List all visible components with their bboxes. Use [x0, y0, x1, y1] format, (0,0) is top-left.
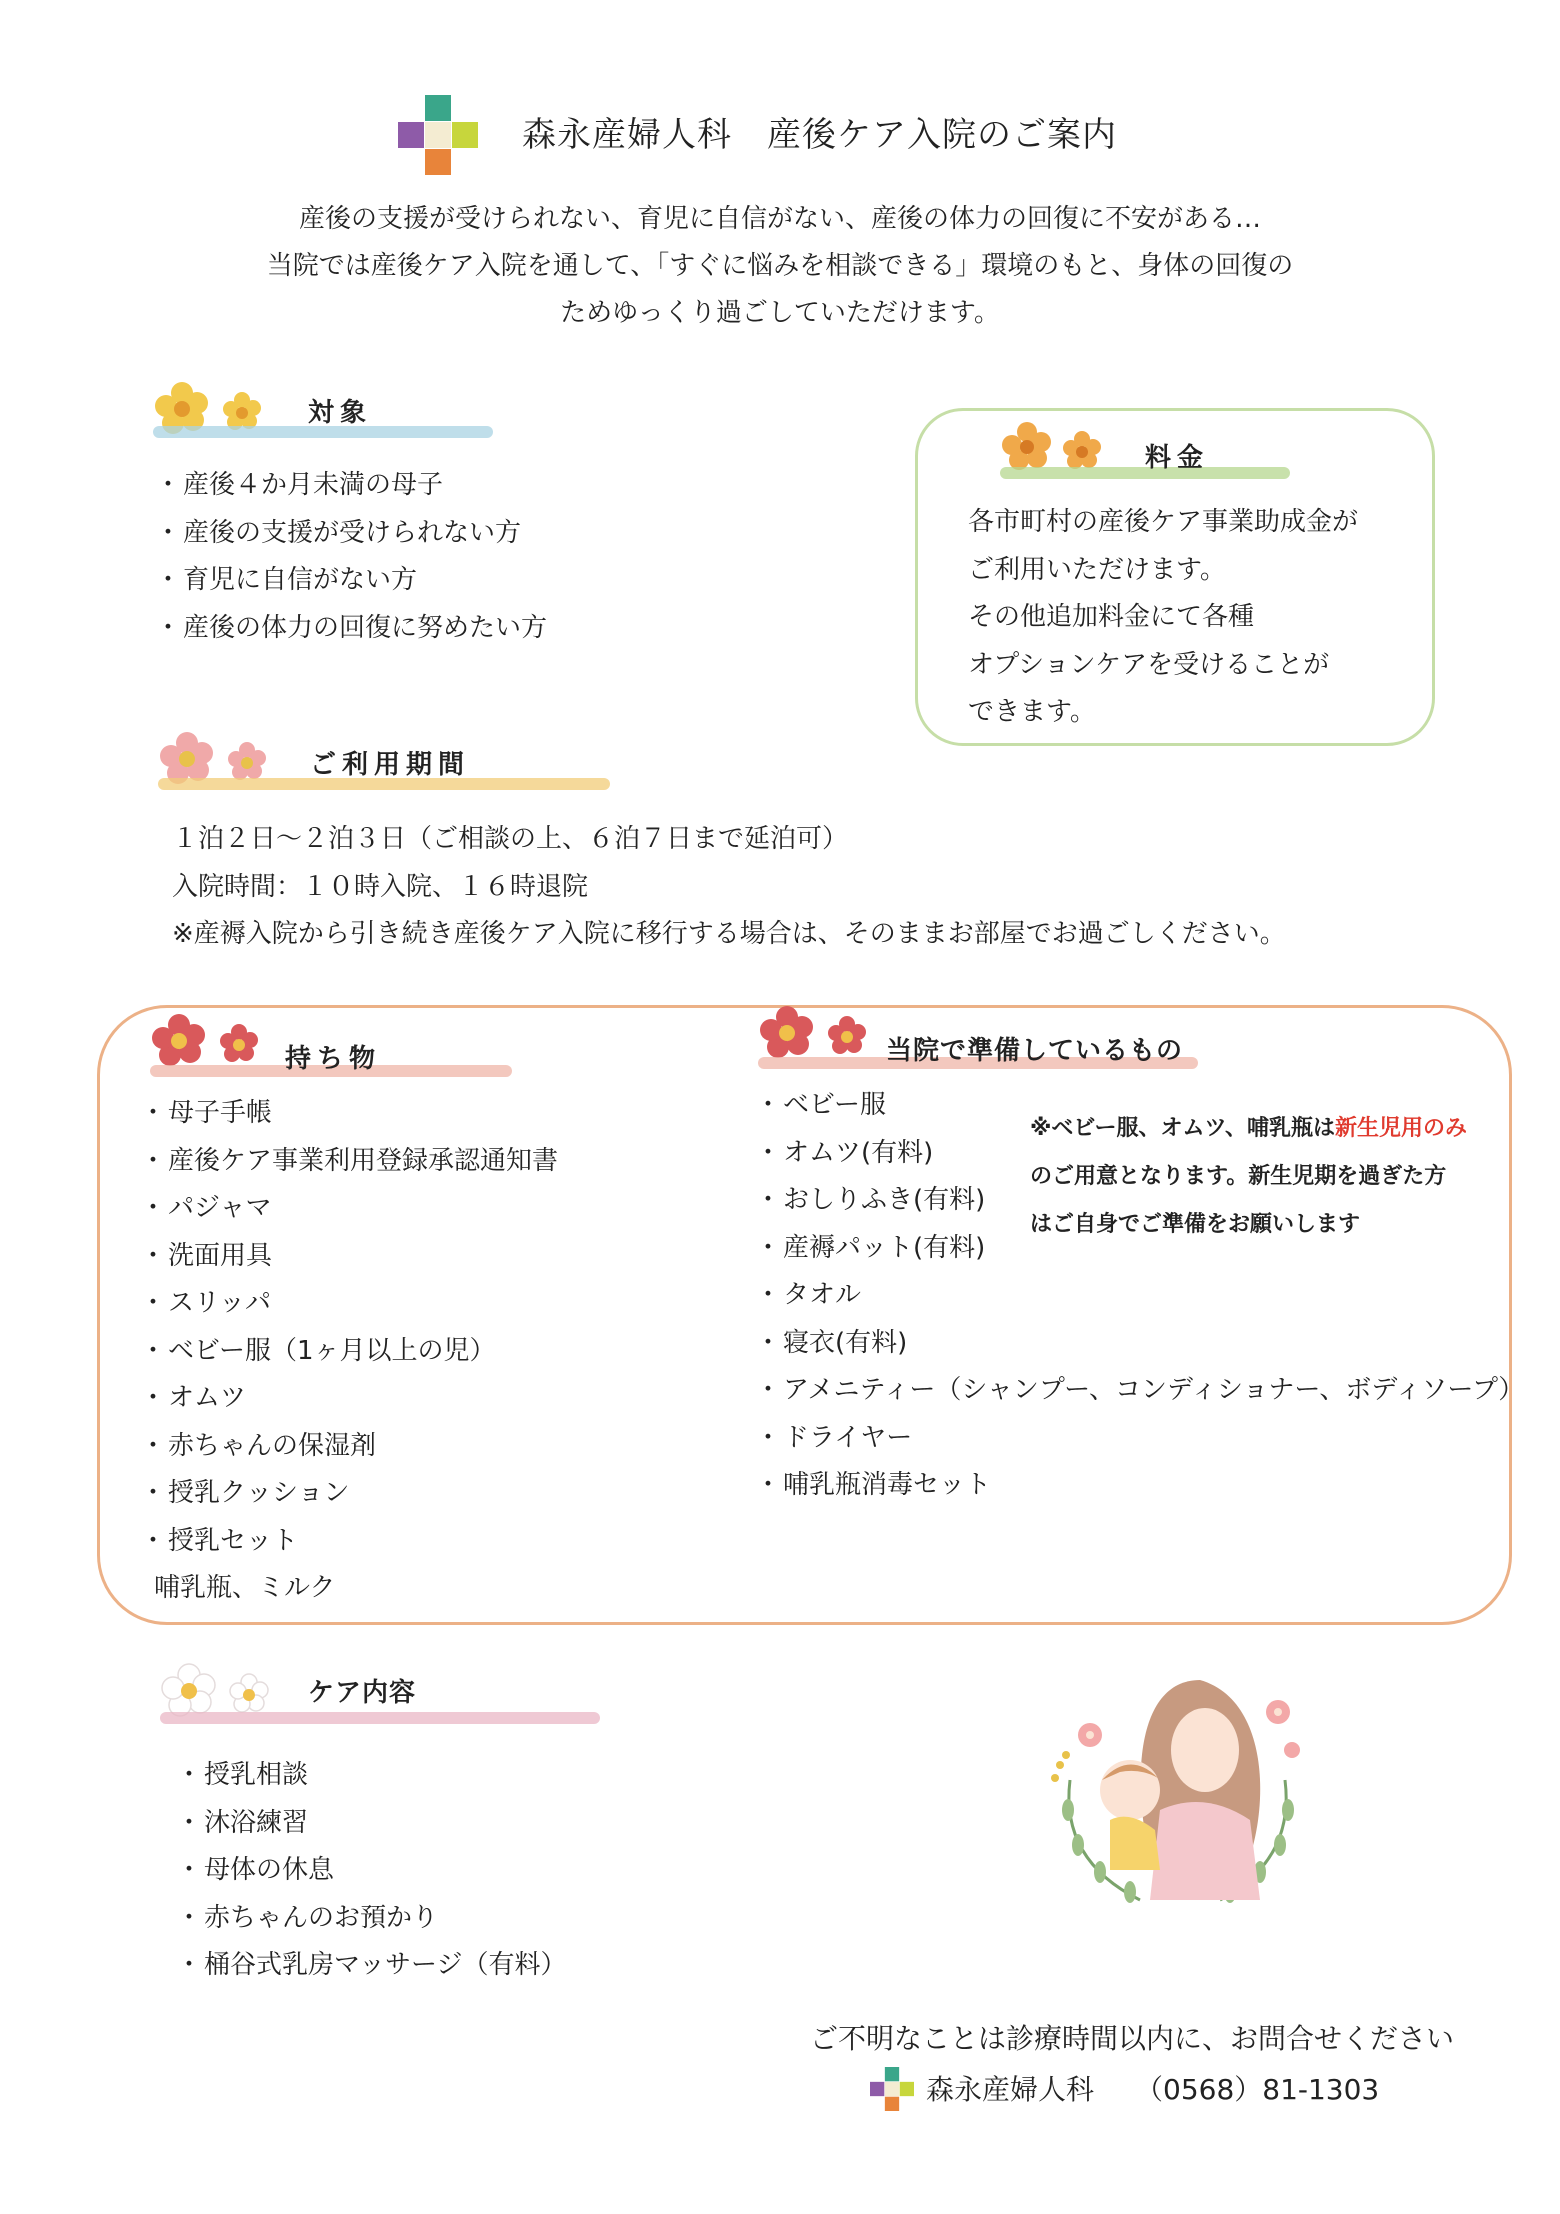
list-item: ・ おしりふき(有料): [755, 1177, 1524, 1225]
phone-number[interactable]: （0568）81-1303: [1135, 2073, 1380, 2106]
target-heading-label: 対象: [308, 398, 373, 428]
page-title: 森永産婦人科 産後ケア入院のご案内: [522, 115, 1117, 155]
note-text: はご自身でご準備をお願いします: [1030, 1212, 1361, 1237]
provided-note: [1030, 1105, 1500, 1249]
red-flower-icon: [758, 1002, 878, 1064]
provided-heading: [758, 1002, 1218, 1072]
fee-text: [968, 499, 1358, 737]
list-item: ・ 授乳相談: [176, 1752, 566, 1800]
heading-underline: [160, 1712, 600, 1724]
list-item: ・ オムツ(有料): [755, 1130, 1524, 1178]
list-item: ・ 授乳セット: [140, 1518, 558, 1566]
provided-heading-label: 当院で準備しているもの: [886, 1036, 1184, 1066]
intro-line: 当院では産後ケア入院を通して、「すぐに悩みを相談できる」環境のもと、身体の回復の: [266, 251, 1294, 281]
list-item: ・ 母子手帳: [140, 1090, 558, 1138]
list-item: ・ 産褥パット(有料): [755, 1225, 1524, 1273]
intro-line: ためゆっくり過ごしていただけます。: [560, 298, 1000, 328]
list-item: ・ 授乳クッション: [140, 1470, 558, 1518]
list-item: ・ ドライヤー: [755, 1415, 1524, 1463]
list-item: ・ 哺乳瓶消毒セット: [755, 1462, 1524, 1510]
fee-box: [915, 408, 1435, 746]
period-line: 入院時間：１０時入院、１６時退院: [172, 871, 589, 902]
note-text: ※ベビー服、オムツ、哺乳瓶は: [1030, 1116, 1335, 1141]
list-item: ・ ベビー服: [755, 1082, 1524, 1130]
fee-line: 各市町村の産後ケア事業助成金が: [968, 507, 1359, 537]
page-header: [0, 95, 1560, 165]
period-text: [172, 816, 1286, 959]
belongings-heading: [150, 1010, 520, 1080]
list-item: ・ 桶谷式乳房マッサージ（有料）: [176, 1942, 566, 1990]
list-item: ・ 産後ケア事業利用登録承認通知書: [140, 1138, 558, 1186]
target-heading: [153, 378, 503, 448]
list-item: ・ 洗面用具: [140, 1233, 558, 1281]
note-highlight: 新生児用のみ: [1334, 1116, 1467, 1141]
list-item: ・ 沐浴練習: [176, 1800, 566, 1848]
list-item: ・ タオル: [755, 1272, 1524, 1320]
list-item: ・ オムツ: [140, 1375, 558, 1423]
clinic-cross-logo-icon: [398, 95, 478, 175]
care-heading-label: ケア内容: [308, 1678, 417, 1708]
list-item: ・ 育児に自信がない方: [155, 557, 547, 605]
care-list: [176, 1752, 566, 1990]
list-item: ・ 産後４か月未満の母子: [155, 462, 547, 510]
list-item: ・ 寝衣(有料): [755, 1320, 1524, 1368]
list-item: ・ アメニティー（シャンプー、コンディショナー、ボディソープ）: [755, 1367, 1524, 1415]
contact-note: ご不明なことは診療時間以内に、お問合せください: [810, 2022, 1455, 2055]
note-text: のご用意となります。新生児期を過ぎた方: [1030, 1164, 1447, 1189]
list-item: ・ ベビー服（1ヶ月以上の児）: [140, 1328, 558, 1376]
period-line: ※産褥入院から引き続き産後ケア入院に移行する場合は、そのままお部屋でお過ごしください。: [172, 919, 1286, 949]
intro-text: [0, 196, 1560, 337]
fee-heading-label: 料金: [1145, 443, 1210, 473]
fee-line: オプションケアを受けることが: [968, 649, 1330, 680]
red-flower-icon: [150, 1010, 270, 1072]
target-list: [155, 462, 547, 652]
mother-baby-illustration-icon: [1030, 1660, 1330, 1920]
list-item: ・ 赤ちゃんの保湿剤: [140, 1423, 558, 1471]
belongings-heading-label: 持ち物: [285, 1044, 382, 1074]
clinic-cross-logo-icon: [870, 2067, 914, 2111]
list-item: ・ 母体の休息: [176, 1847, 566, 1895]
fee-heading: [1000, 419, 1300, 489]
intro-line: 産後の支援が受けられない、育児に自信がない、産後の体力の回復に不安がある…: [298, 204, 1261, 234]
list-item-continuation: 哺乳瓶、ミルク: [154, 1573, 336, 1603]
period-heading: [158, 728, 618, 798]
list-item: ・ スリッパ: [140, 1280, 558, 1328]
list-item: ・ 産後の支援が受けられない方: [155, 510, 547, 558]
fee-line: ご利用いただけます。: [968, 554, 1226, 585]
belongings-list: [140, 1090, 558, 1613]
care-heading: [160, 1660, 610, 1730]
period-line: １泊２日～２泊３日（ご相談の上、６泊７日まで延泊可）: [172, 824, 849, 854]
fee-line: その他追加料金にて各種: [968, 602, 1255, 632]
list-item: ・ 赤ちゃんのお預かり: [176, 1895, 566, 1943]
list-item: ・ パジャマ: [140, 1185, 558, 1233]
fee-line: できます。: [968, 697, 1096, 727]
period-heading-label: ご利用期間: [310, 750, 471, 780]
clinic-name: 森永産婦人科: [926, 2073, 1095, 2106]
list-item: ・ 産後の体力の回復に努めたい方: [155, 605, 547, 653]
